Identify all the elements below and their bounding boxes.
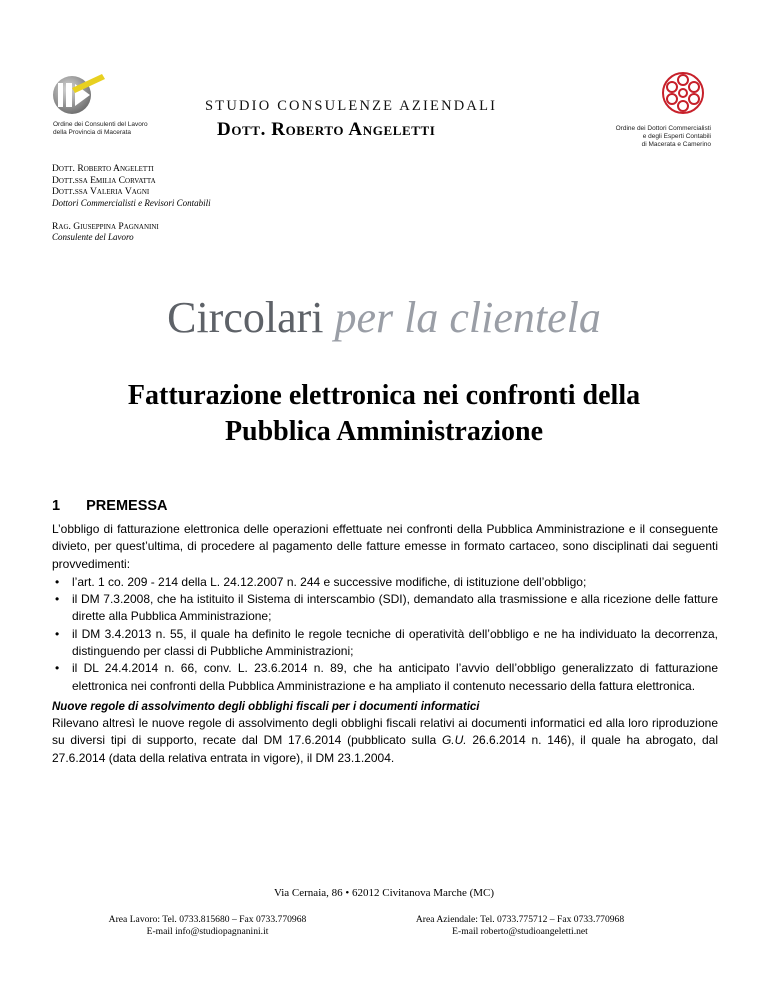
section-title: PREMESSA [86, 498, 168, 514]
banner-part2: per la clientela [334, 293, 601, 342]
list-item-text: il DL 24.4.2014 n. 66, conv. L. 23.6.2014 n. 89, che ha anticipato l’avvio dell’obbligo generalizzato di fatturazione elettronica nei confronti della Pubblica Amministrazione e ha ampliato il contenuto necessario della fattura elettronica. [72, 661, 718, 693]
bullet-icon: • [55, 626, 60, 641]
left-org-name [53, 121, 148, 137]
circolari-banner [0, 292, 768, 343]
staff-block [52, 163, 211, 243]
list-item [52, 626, 718, 661]
staff-name: Dott. Roberto Angeletti [52, 163, 154, 174]
paragraph-text: Rilevano altresì le nuove regole di assolvimento degli obblighi fiscali relativi ai documenti informatici ed alla loro riproduzione su diversi tipi di supporto, recate dal DM 17.6.2014 (pubblicato sulla [52, 715, 718, 748]
footer-aziendale-phone: Area Aziendale: Tel. 0733.775712 – Fax 0733.770968 [415, 914, 625, 925]
right-org-line: e degli Esperti Contabili [642, 133, 711, 140]
banner-part1: Circolari [167, 293, 324, 342]
footer-lavoro-email: E-mail info@studiopagnanini.it [146, 926, 269, 937]
consulenti-lavoro-logo [50, 70, 110, 120]
right-org-line: Ordine dei Dottori Commercialisti [615, 125, 711, 132]
section-number: 1 [52, 498, 61, 514]
left-org-line: della Provincia di Macerata [53, 129, 132, 136]
second-paragraph [52, 715, 718, 767]
list-item-text: l’art. 1 co. 209 - 214 della L. 24.12.2007 n. 244 e successive modifiche, di istituzione dell’obbligo; [72, 574, 587, 589]
list-item-text: il DM 3.4.2013 n. 55, il quale ha definito le regole tecniche di operatività dell’obbligo e ne ha individuato la decorrenza, distinguendo per classi di Pubbliche Amministrazioni; [72, 626, 718, 659]
studio-line: STUDIO CONSULENZE AZIENDALI [205, 98, 498, 114]
list-item [52, 591, 718, 626]
staff-name: Dott.ssa Emilia Corvatta [52, 174, 156, 186]
provvedimenti-list [52, 574, 718, 695]
bullet-icon: • [55, 592, 60, 607]
list-item-text: il DM 7.3.2008, che ha istituito il Sistema di interscambio (SDI), demandato alla trasmissione e alla ricezione delle fatture dirette alla Pubblica Amministrazione; [72, 592, 718, 624]
title-line: Fatturazione elettronica nei confronti della [127, 380, 641, 411]
title-line: Pubblica Amministrazione [224, 416, 544, 447]
consultant-name: Rag. Giuseppina Pagnanini [52, 220, 159, 232]
list-item [52, 660, 718, 695]
section-body [52, 521, 718, 767]
left-org-line: Ordine dei Consulenti del Lavoro [53, 121, 148, 128]
staff-name: Dott.ssa Valeria Vagni [52, 186, 150, 197]
footer-address: Via Cernaia, 86 • 62012 Civitanova Marche (MC) [273, 887, 495, 899]
staff-role: Dottori Commercialisti e Revisori Contabili [52, 197, 211, 208]
gu-abbreviation: G.U. [441, 733, 467, 748]
section-heading [52, 498, 168, 514]
commercialisti-logo [658, 68, 708, 118]
subsection-heading: Nuove regole di assolvimento degli obblighi fiscali per i documenti informatici [52, 700, 480, 713]
paragraph-text: 26.6.2014 n. 146), il quale ha abrogato, dal 27.6.2014 (data della relativa entrata in vigore), il DM 23.1.2004. [52, 733, 718, 765]
bullet-icon: • [55, 574, 60, 589]
consultant-role: Consulente del Lavoro [52, 232, 134, 242]
right-org-line: di Macerata e Camerino [641, 141, 711, 148]
list-item [52, 574, 718, 591]
bullet-icon: • [55, 661, 60, 676]
intro-paragraph: L’obbligo di fatturazione elettronica delle operazioni effettuate nei confronti della Pubblica Amministrazione e il conseguente divieto, per quest’ultima, di procedere al pagamento delle fatture emesse in formato cartaceo, sono disciplinati dai seguenti provvedimenti: [52, 522, 718, 571]
footer-aziendale [395, 914, 645, 938]
footer-lavoro [100, 914, 315, 938]
footer-aziendale-email: E-mail roberto@studioangeletti.net [452, 926, 588, 937]
studio-name: Dott. Roberto Angeletti [217, 119, 436, 140]
right-org-name [600, 125, 711, 149]
footer-lavoro-phone: Area Lavoro: Tel. 0733.815680 – Fax 0733.770968 [108, 914, 307, 925]
document-title [0, 378, 768, 450]
